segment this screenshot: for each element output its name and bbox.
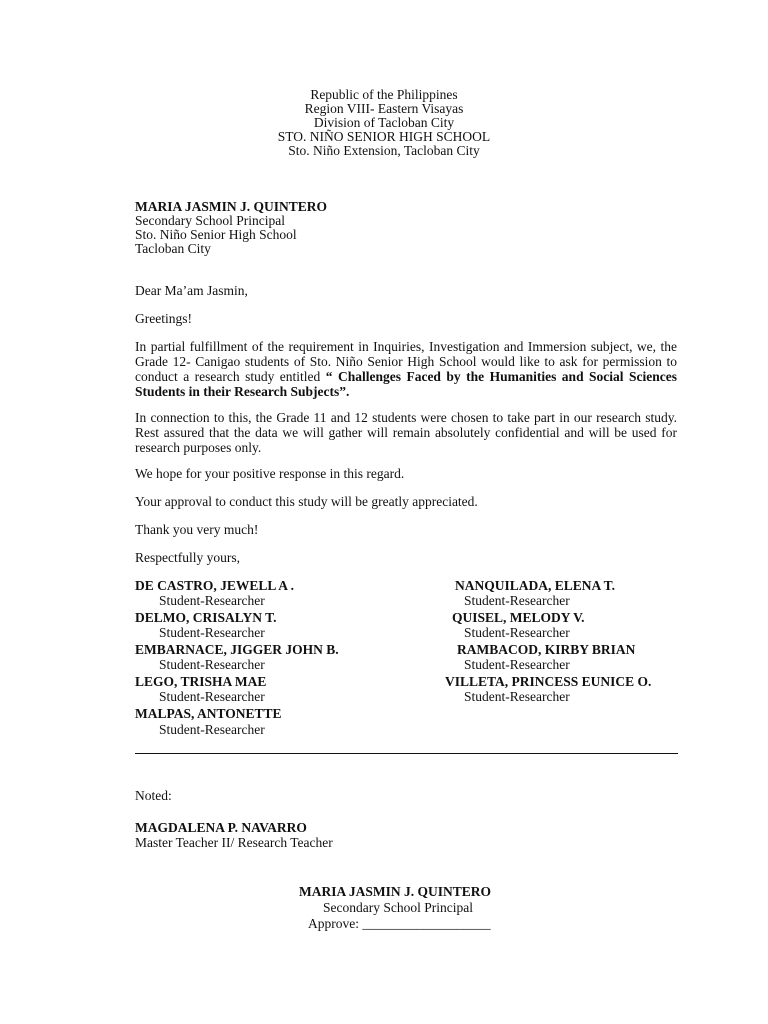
researcher-role: Student-Researcher — [159, 625, 265, 640]
noted-title: Master Teacher II/ Research Teacher — [135, 835, 333, 850]
researcher-role: Student-Researcher — [159, 689, 265, 704]
researcher-name: LEGO, TRISHA MAE — [135, 674, 267, 689]
researcher-role: Student-Researcher — [464, 593, 570, 608]
closing: Respectfully yours, — [135, 550, 240, 565]
header-republic: Republic of the Philippines — [310, 87, 458, 102]
body-paragraph-2: In connection to this, the Grade 11 and 12 students were chosen to take part in our research study. Rest assured that the data we will gather will remain absolutely confidential and will be used for research purposes only. — [135, 410, 677, 455]
researcher-name: RAMBACOD, KIRBY BRIAN — [457, 642, 636, 657]
header-region: Region VIII- Eastern Visayas — [304, 101, 464, 116]
noted-label: Noted: — [135, 788, 172, 803]
research-title: “ Challenges Faced by the Humanities and Social Sciences Students in their Research Subjects”. — [135, 369, 677, 399]
approve-line: Approve: ___________________ — [308, 916, 491, 931]
researcher-name: DELMO, CRISALYN T. — [135, 610, 277, 625]
header-school: STO. NIÑO SENIOR HIGH SCHOOL — [277, 129, 491, 144]
researcher-name: VILLETA, PRINCESS EUNICE O. — [445, 674, 652, 689]
researcher-name: MALPAS, ANTONETTE — [135, 706, 282, 721]
researcher-role: Student-Researcher — [464, 657, 570, 672]
recipient-position: Secondary School Principal — [135, 213, 285, 228]
researcher-role: Student-Researcher — [159, 593, 265, 608]
researcher-role: Student-Researcher — [159, 657, 265, 672]
approver-title: Secondary School Principal — [323, 900, 473, 915]
body-paragraph-5: Thank you very much! — [135, 522, 259, 537]
recipient-school: Sto. Niño Senior High School — [135, 227, 297, 242]
noted-name: MAGDALENA P. NAVARRO — [135, 820, 307, 835]
header-address: Sto. Niño Extension, Tacloban City — [288, 143, 480, 158]
greeting: Greetings! — [135, 311, 192, 326]
researcher-role: Student-Researcher — [464, 625, 570, 640]
researcher-name: QUISEL, MELODY V. — [452, 610, 585, 625]
researcher-role: Student-Researcher — [159, 722, 265, 737]
body-paragraph-1-text: In partial fulfillment of the requirement in Inquiries, Investigation and Immersion subject, we, the Grade 12- Canigao students of Sto. Niño Senior High School would like to ask for permission to conduct a research study entitled — [135, 339, 677, 384]
recipient-city: Tacloban City — [135, 241, 211, 256]
body-paragraph-1 — [135, 339, 677, 399]
divider-line — [135, 753, 678, 754]
header-division: Division of Tacloban City — [313, 115, 455, 130]
researcher-name: NANQUILADA, ELENA T. — [455, 578, 616, 593]
body-paragraph-4: Your approval to conduct this study will be greatly appreciated. — [135, 494, 478, 509]
researcher-name: DE CASTRO, JEWELL A . — [135, 578, 295, 593]
salutation: Dear Ma’am Jasmin, — [135, 283, 248, 298]
researcher-name: EMBARNACE, JIGGER JOHN B. — [135, 642, 339, 657]
approver-name: MARIA JASMIN J. QUINTERO — [299, 884, 492, 899]
recipient-name: MARIA JASMIN J. QUINTERO — [135, 199, 328, 214]
researcher-role: Student-Researcher — [464, 689, 570, 704]
body-paragraph-3: We hope for your positive response in this regard. — [135, 466, 405, 481]
